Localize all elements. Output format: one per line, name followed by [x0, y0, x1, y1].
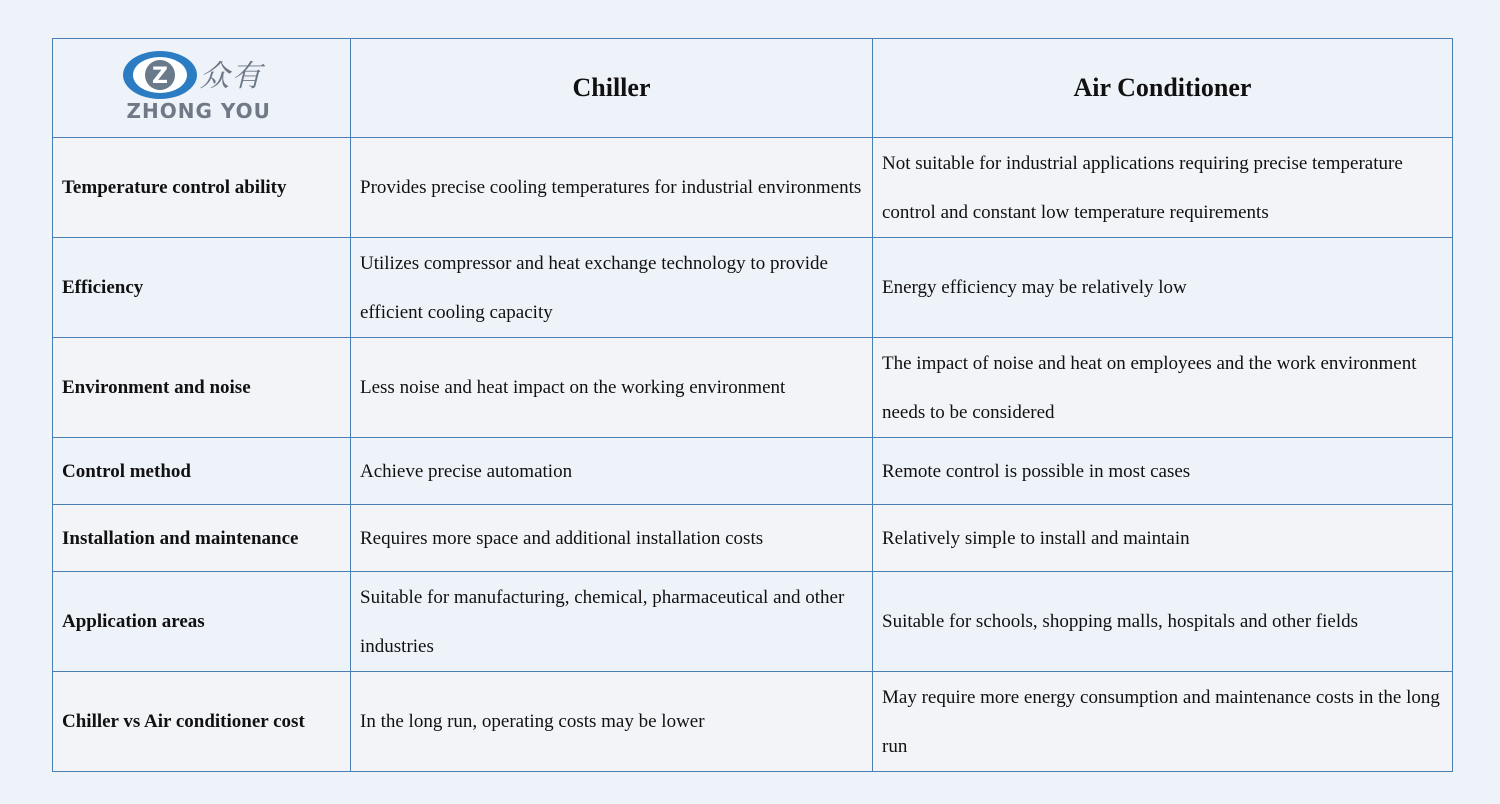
chiller-cell: In the long run, operating costs may be lower	[351, 672, 873, 772]
column-header-chiller: Chiller	[351, 39, 873, 138]
row-label: Installation and maintenance	[53, 505, 351, 572]
air-conditioner-cell: Relatively simple to install and maintain	[873, 505, 1453, 572]
chiller-cell: Provides precise cooling temperatures for industrial environments	[351, 138, 873, 238]
zhong-you-logo	[122, 49, 282, 125]
column-header-air-conditioner: Air Conditioner	[873, 39, 1453, 138]
logo-cell	[53, 39, 351, 138]
air-conditioner-cell: Energy efficiency may be relatively low	[873, 238, 1453, 338]
row-label: Chiller vs Air conditioner cost	[53, 672, 351, 772]
air-conditioner-cell: May require more energy consumption and maintenance costs in the long run	[873, 672, 1453, 772]
row-label: Temperature control ability	[53, 138, 351, 238]
air-conditioner-cell: Suitable for schools, shopping malls, hospitals and other fields	[873, 572, 1453, 672]
row-label: Application areas	[53, 572, 351, 672]
air-conditioner-cell: The impact of noise and heat on employees and the work environment needs to be considered	[873, 338, 1453, 438]
logo-chinese-text: 众有	[199, 58, 264, 94]
table-row	[53, 238, 1453, 338]
comparison-table-container	[52, 38, 1452, 772]
table-row	[53, 572, 1453, 672]
air-conditioner-cell: Not suitable for industrial applications requiring precise temperature control and constant low temperature requirements	[873, 138, 1453, 238]
table-row	[53, 138, 1453, 238]
table-row	[53, 672, 1453, 772]
chiller-cell: Achieve precise automation	[351, 438, 873, 505]
zhong-you-emblem-icon	[122, 49, 198, 101]
logo-emblem-letter: Z	[151, 63, 168, 89]
table-row	[53, 438, 1453, 505]
chiller-cell: Less noise and heat impact on the working environment	[351, 338, 873, 438]
table-row	[53, 505, 1453, 572]
row-label: Control method	[53, 438, 351, 505]
row-label: Efficiency	[53, 238, 351, 338]
row-label: Environment and noise	[53, 338, 351, 438]
chiller-cell: Utilizes compressor and heat exchange technology to provide efficient cooling capacity	[351, 238, 873, 338]
chiller-cell: Requires more space and additional installation costs	[351, 505, 873, 572]
air-conditioner-cell: Remote control is possible in most cases	[873, 438, 1453, 505]
table-row	[53, 338, 1453, 438]
chiller-cell: Suitable for manufacturing, chemical, pharmaceutical and other industries	[351, 572, 873, 672]
comparison-table	[52, 38, 1453, 772]
table-header-row	[53, 39, 1453, 138]
logo-brand-name: ZHONG YOU	[126, 98, 271, 123]
